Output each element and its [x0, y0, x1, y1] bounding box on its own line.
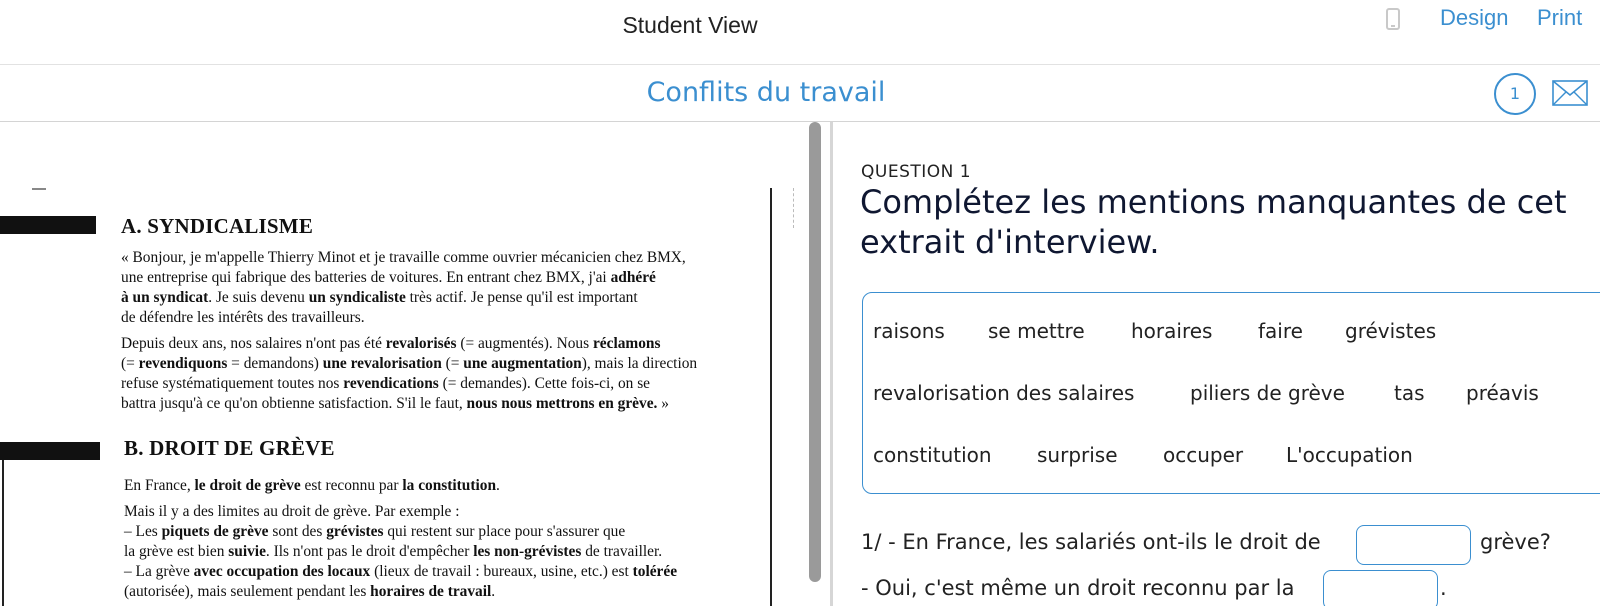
scanned-document — [0, 122, 808, 606]
mobile-phone-icon[interactable] — [1386, 8, 1400, 30]
word-chip[interactable]: occuper — [1163, 443, 1244, 467]
answer-drop-zone-1[interactable] — [1356, 525, 1471, 565]
word-chip[interactable]: horaires — [1131, 319, 1213, 343]
envelope-icon[interactable] — [1552, 80, 1588, 106]
section-b-paragraph-1: En France, le droit de grève est reconnu par la constitution. — [124, 477, 500, 494]
answer-drop-zone-2[interactable] — [1323, 570, 1438, 606]
sentence-1-after: grève? — [1480, 530, 1551, 554]
print-link[interactable]: Print — [1537, 5, 1583, 30]
word-chip[interactable]: faire — [1258, 319, 1303, 343]
word-chip[interactable]: préavis — [1466, 381, 1539, 405]
design-link[interactable]: Design — [1440, 5, 1509, 30]
section-b-title: B. DROIT DE GRÈVE — [124, 436, 335, 460]
word-chip[interactable]: revalorisation des salaires — [873, 381, 1135, 405]
question-prompt: Complétez les mentions manquantes de cet extrait d'interview. — [860, 183, 1567, 261]
section-marker-bar — [0, 442, 100, 460]
question-pane — [833, 122, 1600, 606]
word-bank — [862, 292, 1600, 494]
word-chip[interactable]: surprise — [1037, 443, 1118, 467]
sentence-2-text: - Oui, c'est même un droit reconnu par la — [861, 576, 1295, 600]
view-title: Student View — [622, 12, 758, 38]
top-bar — [0, 0, 1600, 65]
word-chip[interactable]: se mettre — [988, 319, 1085, 343]
word-chip[interactable]: L'occupation — [1286, 443, 1413, 467]
scan-edge — [793, 188, 799, 228]
word-chip[interactable]: raisons — [873, 319, 945, 343]
scan-mark — [32, 188, 46, 190]
lesson-header — [0, 66, 1600, 122]
sentence-2-after: . — [1440, 576, 1447, 600]
document-scrollbar[interactable] — [809, 122, 821, 582]
word-chip[interactable]: tas — [1394, 381, 1425, 405]
section-a-title: A. SYNDICALISME — [121, 214, 314, 238]
question-number: QUESTION 1 — [861, 162, 972, 182]
word-chip[interactable]: piliers de grève — [1190, 381, 1345, 405]
document-pane[interactable] — [0, 122, 820, 606]
lesson-title: Conflits du travail — [646, 77, 886, 108]
section-a-paragraph-1: « Bonjour, je m'appelle Thierry Minot et je travaille comme ouvrier mécanicien chez BMX, une entreprise qui fabrique des batteries de voitures. En entrant chez BMX, j'ai adhéré à un syndicat. Je suis devenu un syndicaliste très actif. Je pense qu'il est important de défendre les intérêts des travailleurs. — [121, 249, 686, 326]
section-b-paragraph-2: Mais il y a des limites au droit de grève. Par exemple : – Les piquets de grève sont des grévistes qui restent sur place pour s'assurer que la grève est bien suivie. Ils n'ont pas le droit d'empêcher les non-grévistes de travailler. – La grève avec occupation des locaux (lieux de travail : bureaux, usine, etc.) est tolérée (autorisée), mais seulement pendant les horaires de travail. — [124, 503, 678, 600]
section-a-paragraph-2: Depuis deux ans, nos salaires n'ont pas été revalorisés (= augmentés). Nous réclamons (= revendiquons = demandons) une revalorisation (= une augmentation), mais la direction refuse systématiquement toutes nos revendications (= demandes). Cette fois-ci, on se battra jusqu'à ce qu'on obtienne satisfaction. S'il le faut, nous nous mettrons en grève. » — [121, 335, 698, 412]
page-border-left — [2, 460, 4, 606]
sentence-1-text: 1/ - En France, les salariés ont-ils le droit de — [861, 530, 1321, 554]
question-count-badge[interactable]: 1 — [1494, 73, 1536, 115]
word-chip[interactable]: grévistes — [1345, 319, 1437, 343]
word-chip[interactable]: constitution — [873, 443, 992, 467]
section-marker-bar — [0, 216, 96, 234]
